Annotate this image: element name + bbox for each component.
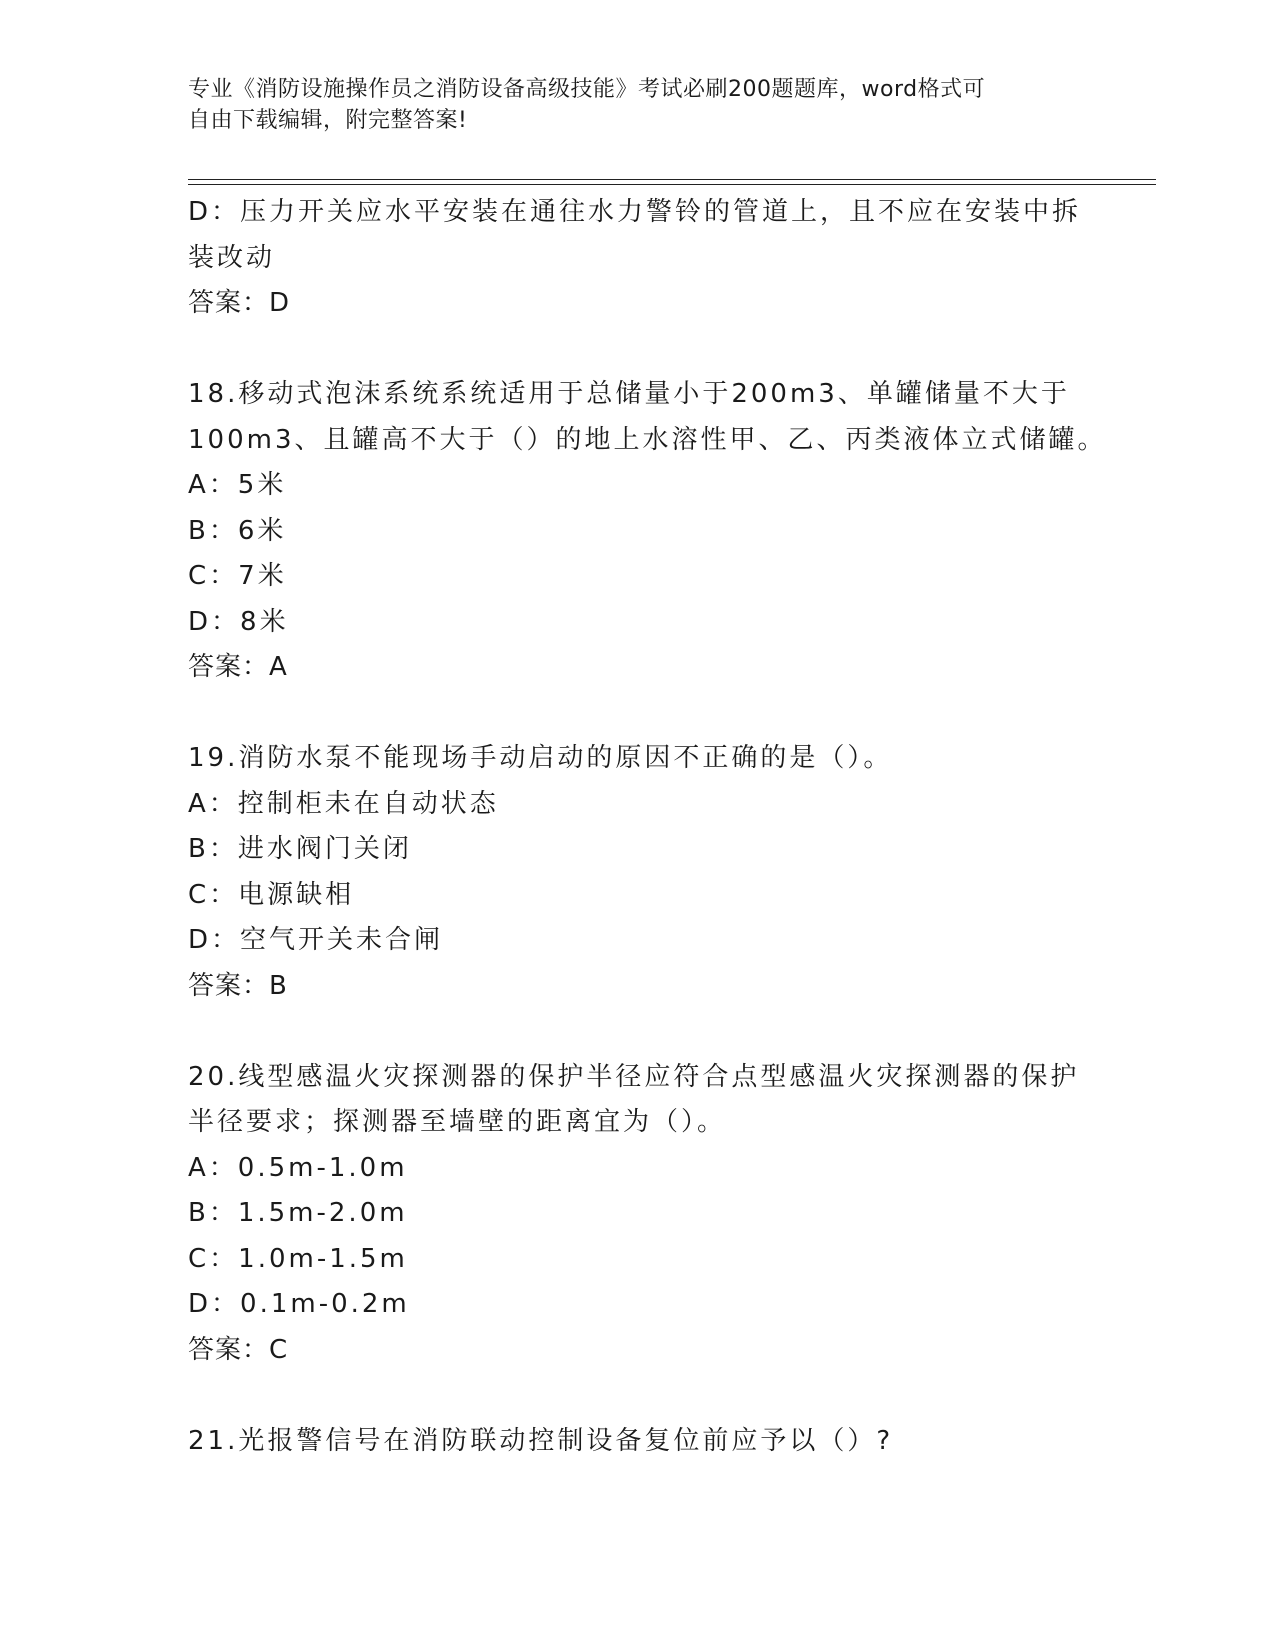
option-d: D：空气开关未合闸 [188,925,444,955]
question-stem-cont: 100m3、且罐高不大于（）的地上水溶性甲、乙、丙类液体立式储罐。 [188,424,1107,455]
option-d: D：8米 [188,606,289,637]
option-c: C：7米 [188,561,287,591]
question-20 [188,1055,1088,1374]
header-line-2: 自由下载编辑，附完整答案! [188,108,468,133]
option-d: D：0.1m-0.2m [188,1289,410,1319]
question-stem: 18.移动式泡沫系统系统适用于总储量小于200m3、单罐储量不大于 [188,379,1070,409]
option-b: B：1.5m-2.0m [188,1198,408,1228]
question-17-tail [188,190,1088,327]
answer-line: 答案：A [188,652,288,682]
question-stem: 20.线型感温火灾探测器的保护半径应符合点型感温火灾探测器的保护 [188,1061,1080,1092]
answer-line: 答案：B [188,970,288,1001]
option-a: A：控制柜未在自动状态 [188,788,499,819]
option-c: C：1.0m-1.5m [188,1243,408,1274]
document-body [188,190,1107,1464]
question-stem: 21.光报警信号在消防联动控制设备复位前应予以（）? [188,1425,894,1456]
answer-line: 答案：C [188,1334,289,1365]
spacer [188,1009,1088,1055]
option-a: A：5米 [188,470,287,500]
question-stem-cont: 半径要求；探测器至墙壁的距离宜为（）。 [188,1107,727,1137]
question-19 [188,736,1088,1009]
question-21 [188,1419,1088,1465]
spacer [188,327,1088,373]
spacer [188,691,1088,737]
option-b: B：进水阀门关闭 [188,834,412,864]
option-a: A：0.5m-1.0m [188,1152,408,1183]
header-line-1: 专业《消防设施操作员之消防设备高级技能》考试必刷200题题库，word格式可 [188,77,986,102]
option-c: C：电源缺相 [188,879,355,910]
answer-line: 答案：D [188,288,291,318]
question-stem: 19.消防水泵不能现场手动启动的原因不正确的是（）。 [188,743,893,773]
option-d-cont: 装改动 [188,242,276,273]
document-header [188,74,1088,136]
question-18 [188,372,1107,691]
option-d: D：压力开关应水平安装在通往水力警铃的管道上，且不应在安装中拆 [188,197,1082,227]
header-rule-bottom [188,184,1156,185]
option-b: B：6米 [188,515,287,546]
spacer [188,1373,1088,1419]
header-rule-top [188,179,1156,180]
